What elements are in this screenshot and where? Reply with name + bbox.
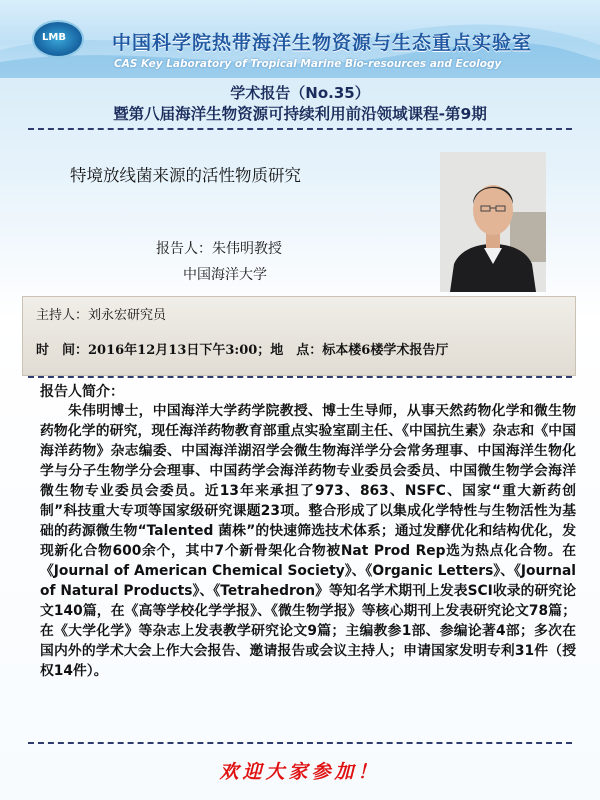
speaker-affiliation: 中国海洋大学: [183, 267, 267, 283]
institution-name-cn: 中国科学院热带海洋生物资源与生态重点实验室: [112, 32, 533, 54]
welcome-message: 欢迎大家参加！: [219, 761, 381, 783]
logo-text: LMB: [42, 32, 66, 43]
divider-top: [28, 128, 572, 130]
institute-logo-icon: [34, 22, 82, 56]
header-banner: [0, 0, 600, 78]
institution-name-en: CAS Key Laboratory of Tropical Marine Bio-resources and Ecology: [114, 58, 502, 70]
divider-middle: [28, 376, 572, 378]
talk-title: 特境放线菌来源的活性物质研究: [70, 166, 301, 185]
bio-heading: 报告人简介：: [40, 384, 124, 400]
report-series: 暨第八届海洋生物资源可持续利用前沿领域课程-第9期: [113, 105, 487, 123]
report-number: 学术报告（No.35）: [230, 84, 370, 102]
time-and-place: 时 间：2016年12月13日下午3:00；地 点：标本楼6楼学术报告厅: [36, 343, 449, 358]
divider-bottom: [28, 742, 572, 744]
speaker-name: 报告人：朱伟明教授: [156, 241, 282, 257]
speaker-photo: [440, 152, 546, 292]
host-name: 主持人：刘永宏研究员: [36, 308, 167, 323]
bio-text: 朱伟明博士，中国海洋大学药学院教授、博士生导师，从事天然药物化学和微生物药物化学的研究，现任海洋药物教育部重点实验室副主任、《中国抗生素》杂志和《中国海洋药物》杂志编委、中国海洋湖沼学会微生物海洋学分会常务理事、中国海洋生物化学与分子生物学分会理事、中国药学会海洋药物专业委员会委员、中国微生物学会海洋微生物专业委员会委员。近13年来承担了973、863、NSFC、国家“重大新药创制”科技重大专项等国家级研究课题23项。整合形成了以集成化学特性与生物活性为基础的药源微生物“Talented 菌株”的快速筛选技术体系；通过发酵优化和结构优化，发现新化合物600余个，其中7个新骨架化合物被Nat Prod Rep选为热点化合物。在《Journal of American Chemical Society》、《Organic Letters》、《Journal of Natural Products》、《Tetrahedron》等知名学术期刊上发表SCI收录的研究论文140篇，在《高等学校化学学报》、《微生物学报》等核心期刊上发表研究论文78篇；在《大学化学》等杂志上发表教学研究论文9篇；主编教参1部、参编论著4部；多次在国内外的学术大会上作大会报告、邀请报告或会议主持人；申请国家发明专利31件（授权14件）。: [40, 403, 576, 679]
